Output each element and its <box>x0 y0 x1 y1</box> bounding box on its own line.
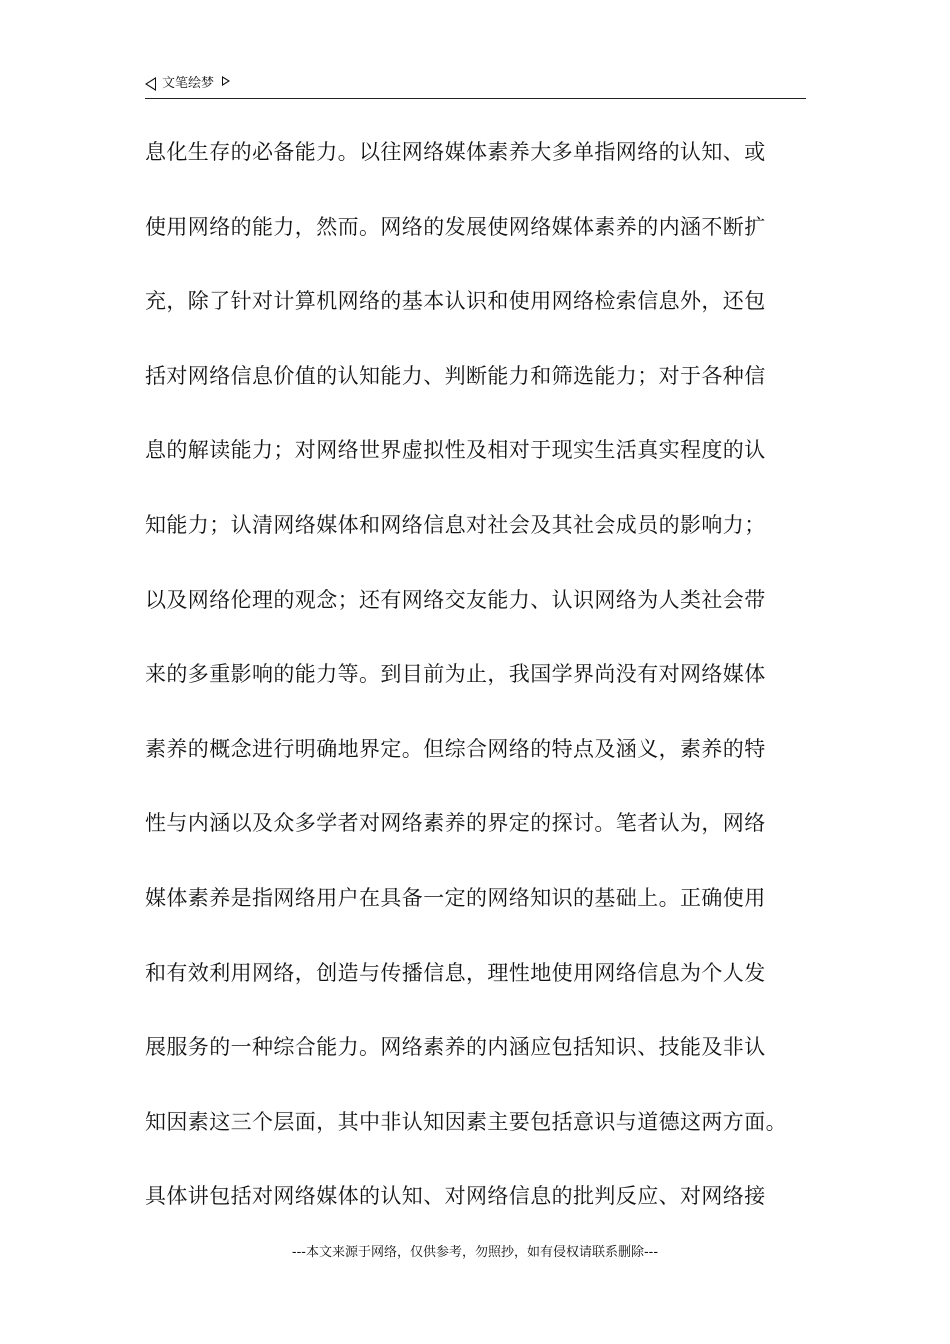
page-header <box>145 74 806 99</box>
body-line: 知因素这三个层面，其中非认知因素主要包括意识与道德这两方面。 <box>145 1109 787 1134</box>
header-title: 文笔绘梦 <box>162 76 215 91</box>
body-line: 知能力；认清网络媒体和网络信息对社会及其社会成员的影响力； <box>145 512 766 537</box>
triangle-left-icon <box>145 77 156 91</box>
body-line: 括对网络信息价值的认知能力、判断能力和筛选能力；对于各种信 <box>145 363 766 388</box>
triangle-right-icon <box>222 76 230 86</box>
header-brand <box>145 76 230 92</box>
body-line: 素养的概念进行明确地界定。但综合网络的特点及涵义，素养的特 <box>145 736 766 761</box>
body-line: 充，除了针对计算机网络的基本认识和使用网络检索信息外，还包 <box>145 289 766 314</box>
body-line: 息化生存的必备能力。以往网络媒体素养大多单指网络的认知、或 <box>145 140 766 164</box>
body-line: 以及网络伦理的观念；还有网络交友能力、认识网络为人类社会带 <box>145 587 766 612</box>
body-line: 媒体素养是指网络用户在具备一定的网络知识的基础上。正确使用 <box>145 885 766 910</box>
body-line: 展服务的一种综合能力。网络素养的内涵应包括知识、技能及非认 <box>145 1035 766 1060</box>
body-line: 来的多重影响的能力等。到目前为止，我国学界尚没有对网络媒体 <box>145 662 766 687</box>
body-line: 使用网络的能力，然而。网络的发展使网络媒体素养的内涵不断扩 <box>145 214 766 239</box>
page-footer: ---本文来源于网络，仅供参考，勿照抄，如有侵权请联系删除--- <box>291 1245 659 1260</box>
document-body <box>145 132 825 1251</box>
body-line: 和有效利用网络，创造与传播信息，理性地使用网络信息为个人发 <box>145 960 766 985</box>
body-line: 性与内涵以及众多学者对网络素养的界定的探讨。笔者认为，网络 <box>145 811 766 836</box>
body-line: 具体讲包括对网络媒体的认知、对网络信息的批判反应、对网络接 <box>145 1184 766 1209</box>
body-line: 息的解读能力；对网络世界虚拟性及相对于现实生活真实程度的认 <box>145 438 766 463</box>
